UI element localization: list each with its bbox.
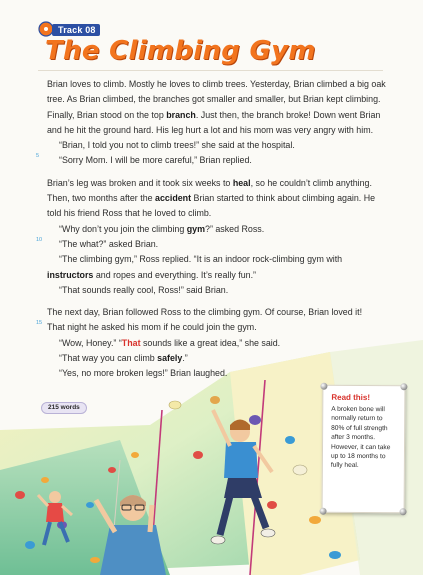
vocab-safely: safely xyxy=(157,353,183,364)
read-this-note xyxy=(322,385,406,514)
story-line: tree. As Brian climbed, the branches got smaller and smaller, but Brian kept climbing. xyxy=(47,94,381,105)
title-divider xyxy=(38,70,383,71)
story-line: “Yes, no more broken legs!” Brian laughed. xyxy=(59,368,228,379)
vocab-that: That xyxy=(121,337,141,348)
pushpin-icon xyxy=(400,383,407,390)
story-line: Then, two months after the accident Brian started to think about climbing again. He xyxy=(47,193,376,204)
story-line: Finally, Brian stood on the top branch. Just then, the branch broke! Down went Brian xyxy=(47,109,381,120)
vocab-accident: accident xyxy=(155,193,192,204)
line-number-15: 15 xyxy=(36,320,43,326)
pushpin-icon xyxy=(320,383,327,390)
track-label: Track 08 xyxy=(52,24,100,36)
vocab-gym: gym xyxy=(186,223,206,234)
story-line: The next day, Brian followed Ross to the climbing gym. Of course, Brian loved it! xyxy=(47,307,363,318)
vocab-heal: heal xyxy=(232,177,251,188)
pushpin-icon xyxy=(400,508,407,515)
story-line: That night he asked his mom if he could join the gym. xyxy=(47,322,257,333)
story-line: “That way you can climb safely.” xyxy=(59,353,188,364)
story-line: told his friend Ross that he loved to climb. xyxy=(47,208,212,219)
read-this-body: A broken bone will normally return to 80% of full strength after 3 months. However, it can take up to 18 months to fully heal. xyxy=(330,405,391,470)
line-number-10: 10 xyxy=(36,237,43,243)
track-marker[interactable] xyxy=(38,21,102,37)
story-line: Brian loves to climb. Mostly he loves to climb trees. Yesterday, Brian climbed a big oak xyxy=(47,79,386,89)
word-count-badge: 215 words xyxy=(41,402,87,414)
story-line: “Sorry Mom. I will be more careful,” Brian replied. xyxy=(59,155,252,166)
page-title: The Climbing Gym xyxy=(45,36,316,66)
pushpin-icon xyxy=(320,508,327,515)
vocab-instructors: instructors xyxy=(47,269,94,280)
story-line: “That sounds really cool, Ross!” said Brian. xyxy=(59,284,229,295)
story-text xyxy=(47,77,392,382)
story-line: “The what?” asked Brian. xyxy=(59,238,159,249)
story-line: “Brian, I told you not to climb trees!” she said at the hospital. xyxy=(59,140,295,151)
vocab-branch: branch xyxy=(166,109,196,120)
read-this-title: Read this! xyxy=(331,392,371,403)
story-line: instructors and ropes and everything. It’s really fun.” xyxy=(47,269,256,280)
story-line: Brian’s leg was broken and it took six weeks to heal, so he couldn’t climb anything. xyxy=(47,177,372,188)
story-line: and he hit the ground hard. His leg hurt a lot and his mom was very angry with him. xyxy=(47,124,374,135)
story-line: “Why don’t you join the climbing gym?” asked Ross. xyxy=(59,223,265,234)
story-line: “The climbing gym,” Ross replied. “It is an indoor rock-climbing gym with xyxy=(59,254,343,265)
line-number-5: 5 xyxy=(36,153,40,159)
story-line: “Wow, Honey.” “That sounds like a great idea,” she said. xyxy=(59,337,281,348)
